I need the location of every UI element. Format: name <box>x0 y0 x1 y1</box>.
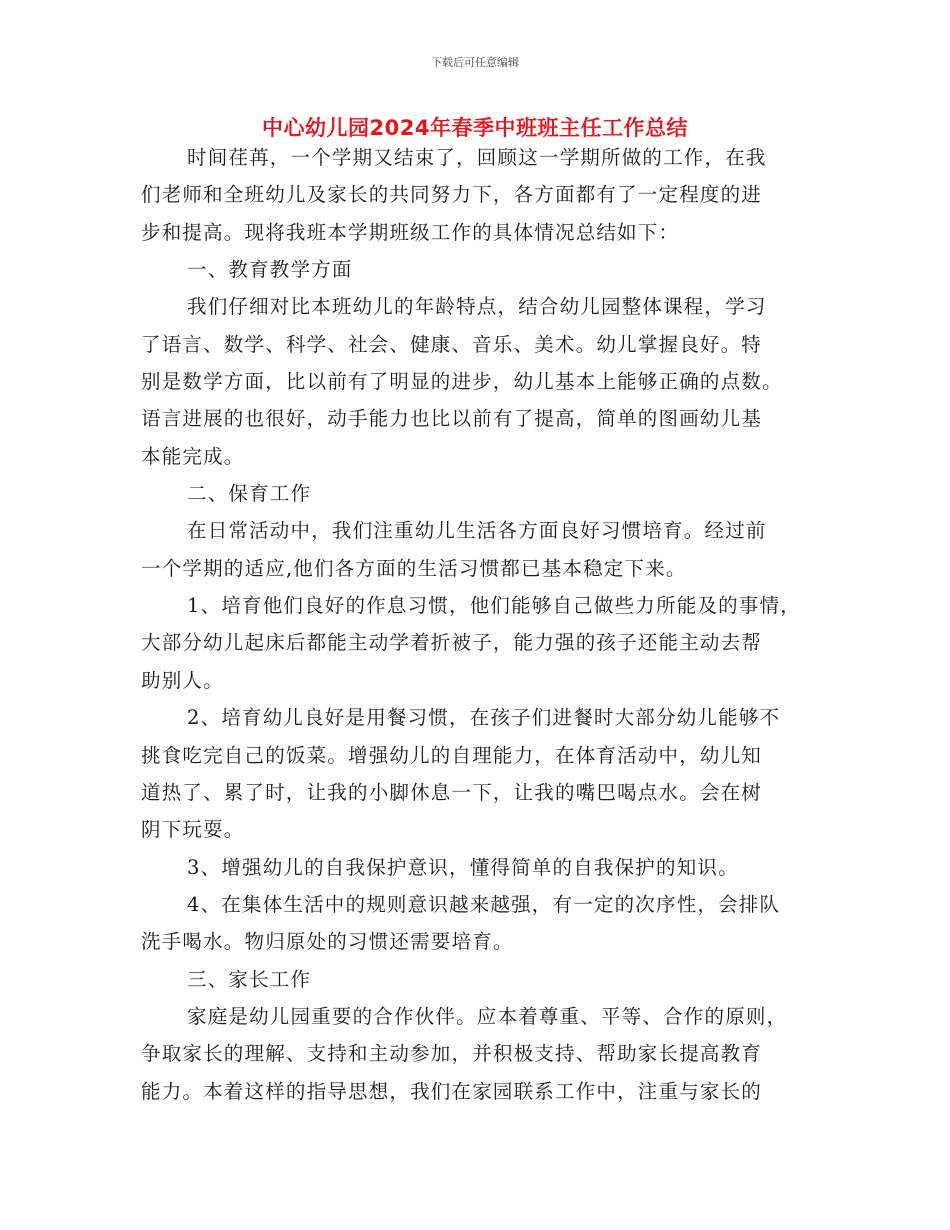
text-line: 在日常活动中，我们注重幼儿生活各方面良好习惯培育。经过前 <box>187 519 767 543</box>
document-title: 中心幼儿园2024年春季中班班主任工作总结 <box>262 116 688 140</box>
text-line: 步和提高。现将我班本学期班级工作的具体情况总结如下： <box>141 220 680 244</box>
text-line: 了语言、数学、科学、社会、健康、音乐、美术。幼儿掌握良好。特 <box>141 332 763 356</box>
text-line: 一、教育教学方面 <box>187 258 353 282</box>
text-line: 3、增强幼儿的自我保护意识，懂得简单的自我保护的知识。 <box>187 855 739 879</box>
text-line: 争取家长的理解、支持和主动参加，并积极支持、帮助家长提高教育 <box>141 1042 763 1066</box>
text-line: 我们仔细对比本班幼儿的年龄特点，结合幼儿园整体课程，学习 <box>187 295 767 319</box>
header-note: 下载后可任意编辑 <box>431 56 519 69</box>
text-line: 挑食吃完自己的饭菜。增强幼儿的自理能力，在体育活动中，幼儿知 <box>141 743 763 767</box>
text-line: 家庭是幼儿园重要的合作伙伴。应本着尊重、平等、合作的原则， <box>187 1004 788 1028</box>
text-line: 别是数学方面，比以前有了明显的进步，幼儿基本上能够正确的点数。 <box>141 370 783 394</box>
text-line: 时间荏苒，一个学期又结束了，回顾这一学期所做的工作，在我 <box>187 146 767 169</box>
text-line: 二、保育工作 <box>187 482 312 506</box>
text-line: 一个学期的适应,他们各方面的生活习惯都已基本稳定下来。 <box>141 556 687 580</box>
text-line: 三、家长工作 <box>187 967 312 991</box>
document-body <box>141 139 821 1110</box>
text-line: 1、培育他们良好的作息习惯，他们能够自己做些力所能及的事情， <box>187 594 801 618</box>
text-line: 们老师和全班幼儿及家长的共同努力下，各方面都有了一定程度的进 <box>141 183 763 207</box>
text-line: 本能完成。 <box>141 444 245 468</box>
text-line: 阴下玩耍。 <box>141 818 245 842</box>
text-line: 4、在集体生活中的规则意识越来越强，有一定的次序性，会排队 <box>187 892 781 916</box>
text-line: 助别人。 <box>141 668 224 692</box>
text-line: 能力。本着这样的指导思想，我们在家园联系工作中，注重与家长的 <box>141 1079 763 1103</box>
text-line: 洗手喝水。物归原处的习惯还需要培育。 <box>141 930 514 954</box>
text-line: 大部分幼儿起床后都能主动学着折被子，能力强的孩子还能主动去帮 <box>141 631 763 655</box>
text-line: 语言进展的也很好，动手能力也比以前有了提高，简单的图画幼儿基 <box>141 407 763 431</box>
text-line: 2、培育幼儿良好是用餐习惯，在孩子们进餐时大部分幼儿能够不 <box>187 706 781 730</box>
text-line: 道热了、累了时，让我的小脚休息一下，让我的嘴巴喝点水。会在树 <box>141 780 763 804</box>
